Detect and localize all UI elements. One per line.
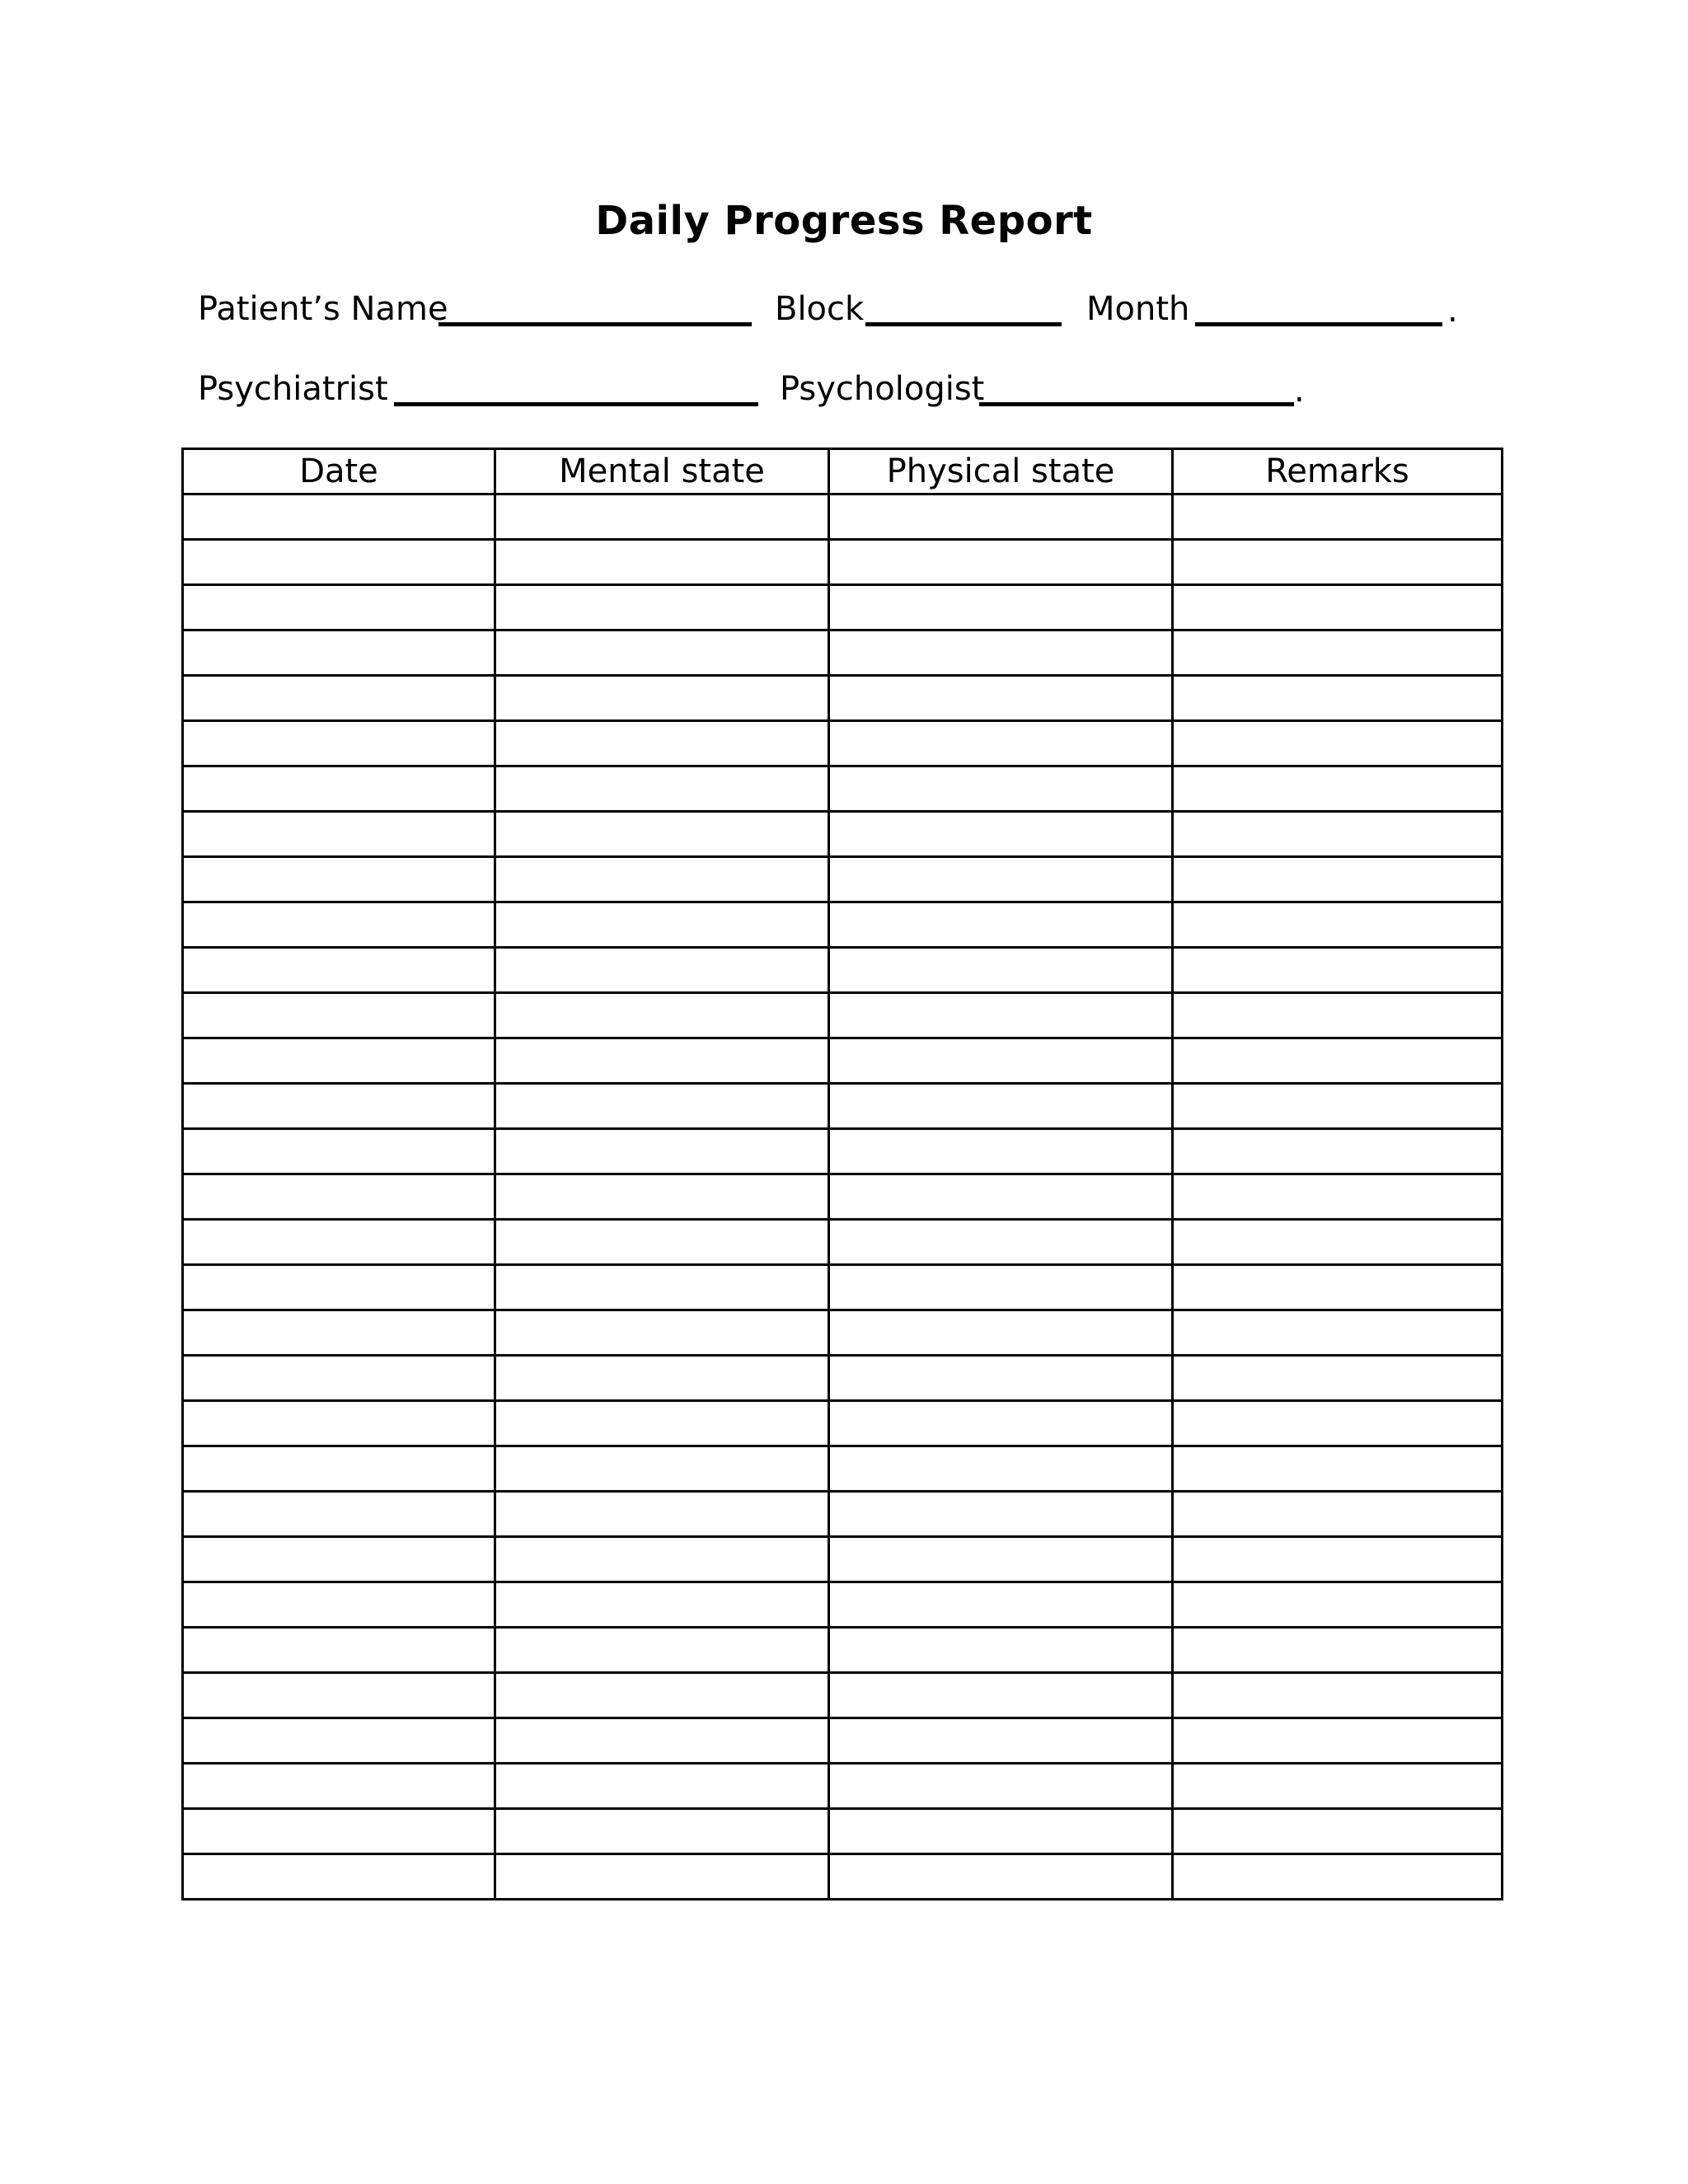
psychiatrist-blank[interactable] <box>394 402 758 406</box>
cell-physical-state[interactable] <box>829 1673 1173 1718</box>
cell-mental-state[interactable] <box>495 1356 829 1401</box>
table-row <box>183 540 1503 585</box>
cell-physical-state[interactable] <box>829 1628 1173 1673</box>
cell-date[interactable] <box>183 857 495 902</box>
cell-remarks[interactable] <box>1173 1718 1503 1764</box>
cell-remarks[interactable] <box>1173 1084 1503 1129</box>
cell-date[interactable] <box>183 1084 495 1129</box>
cell-mental-state[interactable] <box>495 1537 829 1582</box>
cell-physical-state[interactable] <box>829 676 1173 721</box>
cell-remarks[interactable] <box>1173 1537 1503 1582</box>
cell-date[interactable] <box>183 1310 495 1356</box>
cell-date[interactable] <box>183 766 495 812</box>
cell-mental-state[interactable] <box>495 993 829 1038</box>
cell-remarks[interactable] <box>1173 1220 1503 1265</box>
table-row <box>183 1673 1503 1718</box>
table-row <box>183 1809 1503 1854</box>
cell-remarks[interactable] <box>1173 540 1503 585</box>
table-row <box>183 1038 1503 1084</box>
cell-remarks[interactable] <box>1173 766 1503 812</box>
column-header-date: Date <box>183 449 495 494</box>
cell-date[interactable] <box>183 1401 495 1446</box>
cell-mental-state[interactable] <box>495 1718 829 1764</box>
cell-mental-state[interactable] <box>495 1038 829 1084</box>
cell-mental-state[interactable] <box>495 1129 829 1174</box>
cell-physical-state[interactable] <box>829 721 1173 766</box>
psychologist-label: Psychologist <box>780 370 985 408</box>
cell-date[interactable] <box>183 1673 495 1718</box>
cell-mental-state[interactable] <box>495 766 829 812</box>
table-row <box>183 630 1503 676</box>
cell-remarks[interactable] <box>1173 1492 1503 1537</box>
table-row <box>183 1310 1503 1356</box>
table-row <box>183 857 1503 902</box>
table-row <box>183 766 1503 812</box>
cell-mental-state[interactable] <box>495 1310 829 1356</box>
table-row <box>183 812 1503 857</box>
cell-remarks[interactable] <box>1173 1265 1503 1310</box>
table-row <box>183 585 1503 630</box>
cell-physical-state[interactable] <box>829 1401 1173 1446</box>
cell-date[interactable] <box>183 1809 495 1854</box>
cell-date[interactable] <box>183 1174 495 1220</box>
cell-physical-state[interactable] <box>829 1582 1173 1628</box>
cell-remarks[interactable] <box>1173 1310 1503 1356</box>
cell-physical-state[interactable] <box>829 1129 1173 1174</box>
cell-remarks[interactable] <box>1173 494 1503 540</box>
cell-physical-state[interactable] <box>829 948 1173 993</box>
table-row <box>183 1718 1503 1764</box>
cell-mental-state[interactable] <box>495 540 829 585</box>
cell-physical-state[interactable] <box>829 812 1173 857</box>
cell-date[interactable] <box>183 948 495 993</box>
table-body <box>183 494 1503 1900</box>
cell-remarks[interactable] <box>1173 1809 1503 1854</box>
cell-physical-state[interactable] <box>829 494 1173 540</box>
month-blank[interactable] <box>1195 322 1442 326</box>
table-row <box>183 1129 1503 1174</box>
cell-remarks[interactable] <box>1173 902 1503 948</box>
cell-physical-state[interactable] <box>829 540 1173 585</box>
table-row <box>183 993 1503 1038</box>
cell-date[interactable] <box>183 585 495 630</box>
cell-mental-state[interactable] <box>495 902 829 948</box>
cell-remarks[interactable] <box>1173 1628 1503 1673</box>
table-row <box>183 1628 1503 1673</box>
cell-physical-state[interactable] <box>829 902 1173 948</box>
cell-date[interactable] <box>183 1764 495 1809</box>
cell-physical-state[interactable] <box>829 857 1173 902</box>
table-row <box>183 1265 1503 1310</box>
table-row <box>183 1492 1503 1537</box>
cell-remarks[interactable] <box>1173 676 1503 721</box>
cell-mental-state[interactable] <box>495 1401 829 1446</box>
cell-date[interactable] <box>183 1492 495 1537</box>
table-row <box>183 721 1503 766</box>
cell-date[interactable] <box>183 1718 495 1764</box>
cell-mental-state[interactable] <box>495 1265 829 1310</box>
cell-date[interactable] <box>183 1446 495 1492</box>
cell-date[interactable] <box>183 630 495 676</box>
table-row <box>183 1401 1503 1446</box>
month-label: Month <box>1086 290 1190 328</box>
cell-date[interactable] <box>183 540 495 585</box>
cell-remarks[interactable] <box>1173 948 1503 993</box>
cell-remarks[interactable] <box>1173 812 1503 857</box>
cell-mental-state[interactable] <box>495 721 829 766</box>
cell-date[interactable] <box>183 494 495 540</box>
psychologist-blank[interactable] <box>979 402 1294 406</box>
cell-remarks[interactable] <box>1173 1038 1503 1084</box>
cell-remarks[interactable] <box>1173 1582 1503 1628</box>
cell-physical-state[interactable] <box>829 1038 1173 1084</box>
table-row <box>183 1537 1503 1582</box>
cell-physical-state[interactable] <box>829 993 1173 1038</box>
cell-date[interactable] <box>183 902 495 948</box>
column-header-physical-state: Physical state <box>829 449 1173 494</box>
cell-mental-state[interactable] <box>495 1628 829 1673</box>
cell-physical-state[interactable] <box>829 1537 1173 1582</box>
cell-physical-state[interactable] <box>829 1718 1173 1764</box>
cell-remarks[interactable] <box>1173 1854 1503 1900</box>
cell-date[interactable] <box>183 1582 495 1628</box>
cell-remarks[interactable] <box>1173 1401 1503 1446</box>
cell-physical-state[interactable] <box>829 1492 1173 1537</box>
cell-remarks[interactable] <box>1173 993 1503 1038</box>
cell-remarks[interactable] <box>1173 585 1503 630</box>
cell-physical-state[interactable] <box>829 1809 1173 1854</box>
cell-mental-state[interactable] <box>495 1446 829 1492</box>
cell-remarks[interactable] <box>1173 1174 1503 1220</box>
cell-date[interactable] <box>183 1038 495 1084</box>
cell-mental-state[interactable] <box>495 1854 829 1900</box>
cell-mental-state[interactable] <box>495 1492 829 1537</box>
cell-remarks[interactable] <box>1173 630 1503 676</box>
table-row <box>183 1764 1503 1809</box>
cell-remarks[interactable] <box>1173 1356 1503 1401</box>
cell-remarks[interactable] <box>1173 1129 1503 1174</box>
table-row <box>183 1356 1503 1401</box>
cell-date[interactable] <box>183 1265 495 1310</box>
table-row <box>183 494 1503 540</box>
column-header-remarks: Remarks <box>1173 449 1503 494</box>
cell-physical-state[interactable] <box>829 630 1173 676</box>
table-row <box>183 1084 1503 1129</box>
form-title: Daily Progress Report <box>595 198 1093 244</box>
cell-mental-state[interactable] <box>495 1764 829 1809</box>
cell-remarks[interactable] <box>1173 721 1503 766</box>
cell-mental-state[interactable] <box>495 948 829 993</box>
table-row <box>183 948 1503 993</box>
cell-date[interactable] <box>183 1220 495 1265</box>
cell-date[interactable] <box>183 1854 495 1900</box>
psychologist-period: . <box>1294 372 1305 410</box>
cell-remarks[interactable] <box>1173 1673 1503 1718</box>
cell-mental-state[interactable] <box>495 676 829 721</box>
cell-date[interactable] <box>183 676 495 721</box>
cell-mental-state[interactable] <box>495 1084 829 1129</box>
psychiatrist-label: Psychiatrist <box>198 370 388 408</box>
table-row <box>183 1582 1503 1628</box>
cell-mental-state[interactable] <box>495 585 829 630</box>
cell-mental-state[interactable] <box>495 1673 829 1718</box>
cell-remarks[interactable] <box>1173 857 1503 902</box>
cell-mental-state[interactable] <box>495 1174 829 1220</box>
cell-physical-state[interactable] <box>829 766 1173 812</box>
cell-physical-state[interactable] <box>829 1220 1173 1265</box>
cell-mental-state[interactable] <box>495 1582 829 1628</box>
table-row <box>183 1174 1503 1220</box>
cell-remarks[interactable] <box>1173 1446 1503 1492</box>
cell-physical-state[interactable] <box>829 1764 1173 1809</box>
cell-physical-state[interactable] <box>829 1310 1173 1356</box>
cell-mental-state[interactable] <box>495 494 829 540</box>
cell-physical-state[interactable] <box>829 1446 1173 1492</box>
cell-physical-state[interactable] <box>829 1174 1173 1220</box>
cell-date[interactable] <box>183 1537 495 1582</box>
column-header-mental-state: Mental state <box>495 449 829 494</box>
cell-physical-state[interactable] <box>829 585 1173 630</box>
patients-name-blank[interactable] <box>438 322 752 326</box>
table-row <box>183 676 1503 721</box>
table-row <box>183 1854 1503 1900</box>
cell-physical-state[interactable] <box>829 1084 1173 1129</box>
block-label: Block <box>775 290 865 328</box>
month-period: . <box>1447 292 1458 330</box>
block-blank[interactable] <box>865 322 1062 326</box>
cell-physical-state[interactable] <box>829 1265 1173 1310</box>
table-row <box>183 1220 1503 1265</box>
table-row <box>183 902 1503 948</box>
cell-physical-state[interactable] <box>829 1356 1173 1401</box>
cell-remarks[interactable] <box>1173 1764 1503 1809</box>
table-row <box>183 1446 1503 1492</box>
cell-date[interactable] <box>183 1356 495 1401</box>
cell-mental-state[interactable] <box>495 1809 829 1854</box>
cell-mental-state[interactable] <box>495 812 829 857</box>
cell-date[interactable] <box>183 1628 495 1673</box>
cell-mental-state[interactable] <box>495 630 829 676</box>
patients-name-label: Patient’s Name <box>198 290 448 328</box>
table-header-row <box>183 449 1503 494</box>
cell-mental-state[interactable] <box>495 1220 829 1265</box>
cell-mental-state[interactable] <box>495 857 829 902</box>
cell-date[interactable] <box>183 812 495 857</box>
cell-date[interactable] <box>183 993 495 1038</box>
cell-date[interactable] <box>183 1129 495 1174</box>
cell-date[interactable] <box>183 721 495 766</box>
cell-physical-state[interactable] <box>829 1854 1173 1900</box>
progress-table <box>181 448 1503 1900</box>
